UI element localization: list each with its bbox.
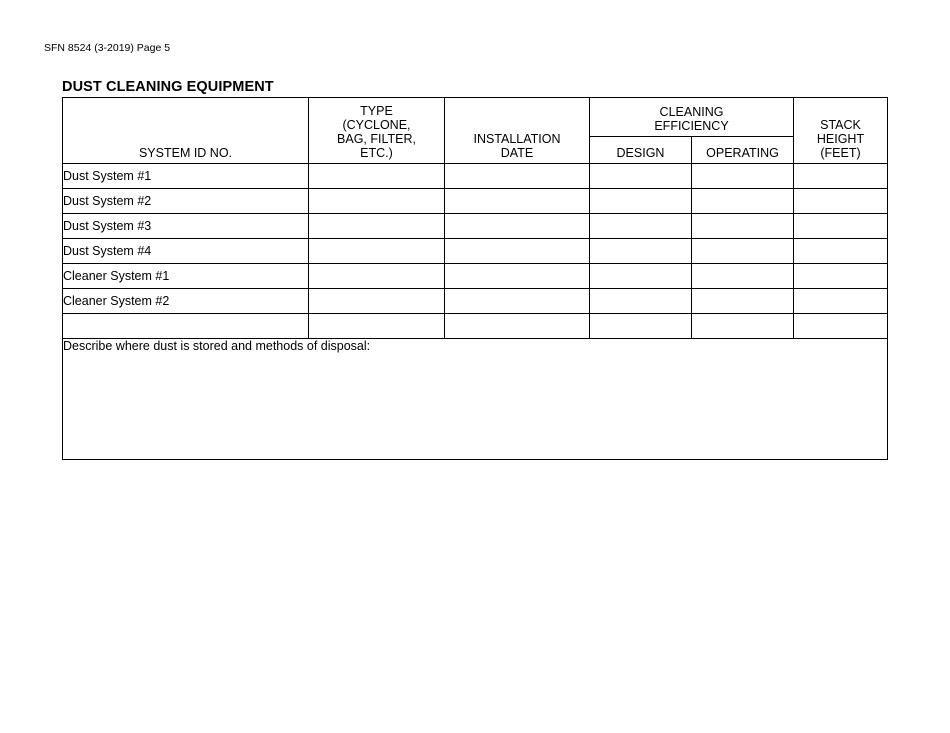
- stack-height-input[interactable]: [794, 264, 888, 289]
- table-header-row: [63, 98, 888, 137]
- section-title: DUST CLEANING EQUIPMENT: [62, 79, 274, 95]
- table-row: [63, 164, 888, 189]
- form-id: SFN 8524 (3-2019) Page 5: [44, 42, 171, 54]
- table-row: [63, 314, 888, 339]
- header-operating: OPERATING: [692, 137, 794, 164]
- installation-date-input[interactable]: [445, 264, 590, 289]
- stack-height-input[interactable]: [794, 189, 888, 214]
- describe-disposal-label: Describe where dust is stored and methods of disposal:: [63, 339, 371, 353]
- header-type: [309, 98, 445, 164]
- type-input[interactable]: [309, 164, 445, 189]
- design-efficiency-input[interactable]: [590, 164, 692, 189]
- type-input[interactable]: [309, 264, 445, 289]
- table-row: [63, 189, 888, 214]
- header-type-line: TYPE: [360, 104, 393, 118]
- table-row: [63, 289, 888, 314]
- describe-row: [63, 339, 888, 460]
- type-input[interactable]: [309, 314, 445, 339]
- operating-efficiency-input[interactable]: [692, 214, 794, 239]
- table-body: [63, 164, 888, 339]
- type-input[interactable]: [309, 239, 445, 264]
- system-id-cell: Dust System #2: [63, 189, 309, 214]
- system-id-cell: Cleaner System #1: [63, 264, 309, 289]
- header-stack-height: [794, 98, 888, 164]
- header-installation-date: [445, 98, 590, 164]
- header-system-id: SYSTEM ID NO.: [63, 98, 309, 164]
- stack-height-input[interactable]: [794, 164, 888, 189]
- type-input[interactable]: [309, 289, 445, 314]
- table-row: [63, 239, 888, 264]
- table-row: [63, 214, 888, 239]
- operating-efficiency-input[interactable]: [692, 314, 794, 339]
- system-id-cell: Dust System #3: [63, 214, 309, 239]
- type-input[interactable]: [309, 214, 445, 239]
- installation-date-input[interactable]: [445, 214, 590, 239]
- installation-date-input[interactable]: [445, 239, 590, 264]
- header-type-line: (CYCLONE,: [342, 118, 411, 132]
- type-input[interactable]: [309, 189, 445, 214]
- system-id-cell: Dust System #1: [63, 164, 309, 189]
- header-type-line: BAG, FILTER,: [337, 132, 416, 146]
- system-id-cell[interactable]: [63, 314, 309, 339]
- operating-efficiency-input[interactable]: [692, 264, 794, 289]
- header-installation-line: INSTALLATION: [473, 132, 561, 146]
- stack-height-input[interactable]: [794, 314, 888, 339]
- describe-disposal-field[interactable]: [63, 339, 888, 460]
- design-efficiency-input[interactable]: [590, 289, 692, 314]
- installation-date-input[interactable]: [445, 314, 590, 339]
- design-efficiency-input[interactable]: [590, 314, 692, 339]
- operating-efficiency-input[interactable]: [692, 189, 794, 214]
- header-cleaning-efficiency: [590, 98, 794, 137]
- header-stack-line: STACK: [820, 118, 861, 132]
- installation-date-input[interactable]: [445, 164, 590, 189]
- header-cleaning-line: EFFICIENCY: [654, 119, 729, 133]
- operating-efficiency-input[interactable]: [692, 164, 794, 189]
- design-efficiency-input[interactable]: [590, 239, 692, 264]
- stack-height-input[interactable]: [794, 289, 888, 314]
- system-id-cell: Cleaner System #2: [63, 289, 309, 314]
- stack-height-input[interactable]: [794, 214, 888, 239]
- dust-cleaning-equipment-table: [62, 97, 888, 460]
- header-stack-line: HEIGHT: [816, 132, 865, 146]
- operating-efficiency-input[interactable]: [692, 239, 794, 264]
- header-design: DESIGN: [590, 137, 692, 164]
- design-efficiency-input[interactable]: [590, 264, 692, 289]
- installation-date-input[interactable]: [445, 289, 590, 314]
- design-efficiency-input[interactable]: [590, 214, 692, 239]
- installation-date-input[interactable]: [445, 189, 590, 214]
- header-type-line: ETC.): [360, 146, 393, 160]
- header-cleaning-line: CLEANING: [659, 105, 724, 119]
- stack-height-input[interactable]: [794, 239, 888, 264]
- design-efficiency-input[interactable]: [590, 189, 692, 214]
- header-installation-line: DATE: [500, 146, 534, 160]
- header-stack-line: (FEET): [820, 146, 861, 160]
- operating-efficiency-input[interactable]: [692, 289, 794, 314]
- system-id-cell: Dust System #4: [63, 239, 309, 264]
- table-row: [63, 264, 888, 289]
